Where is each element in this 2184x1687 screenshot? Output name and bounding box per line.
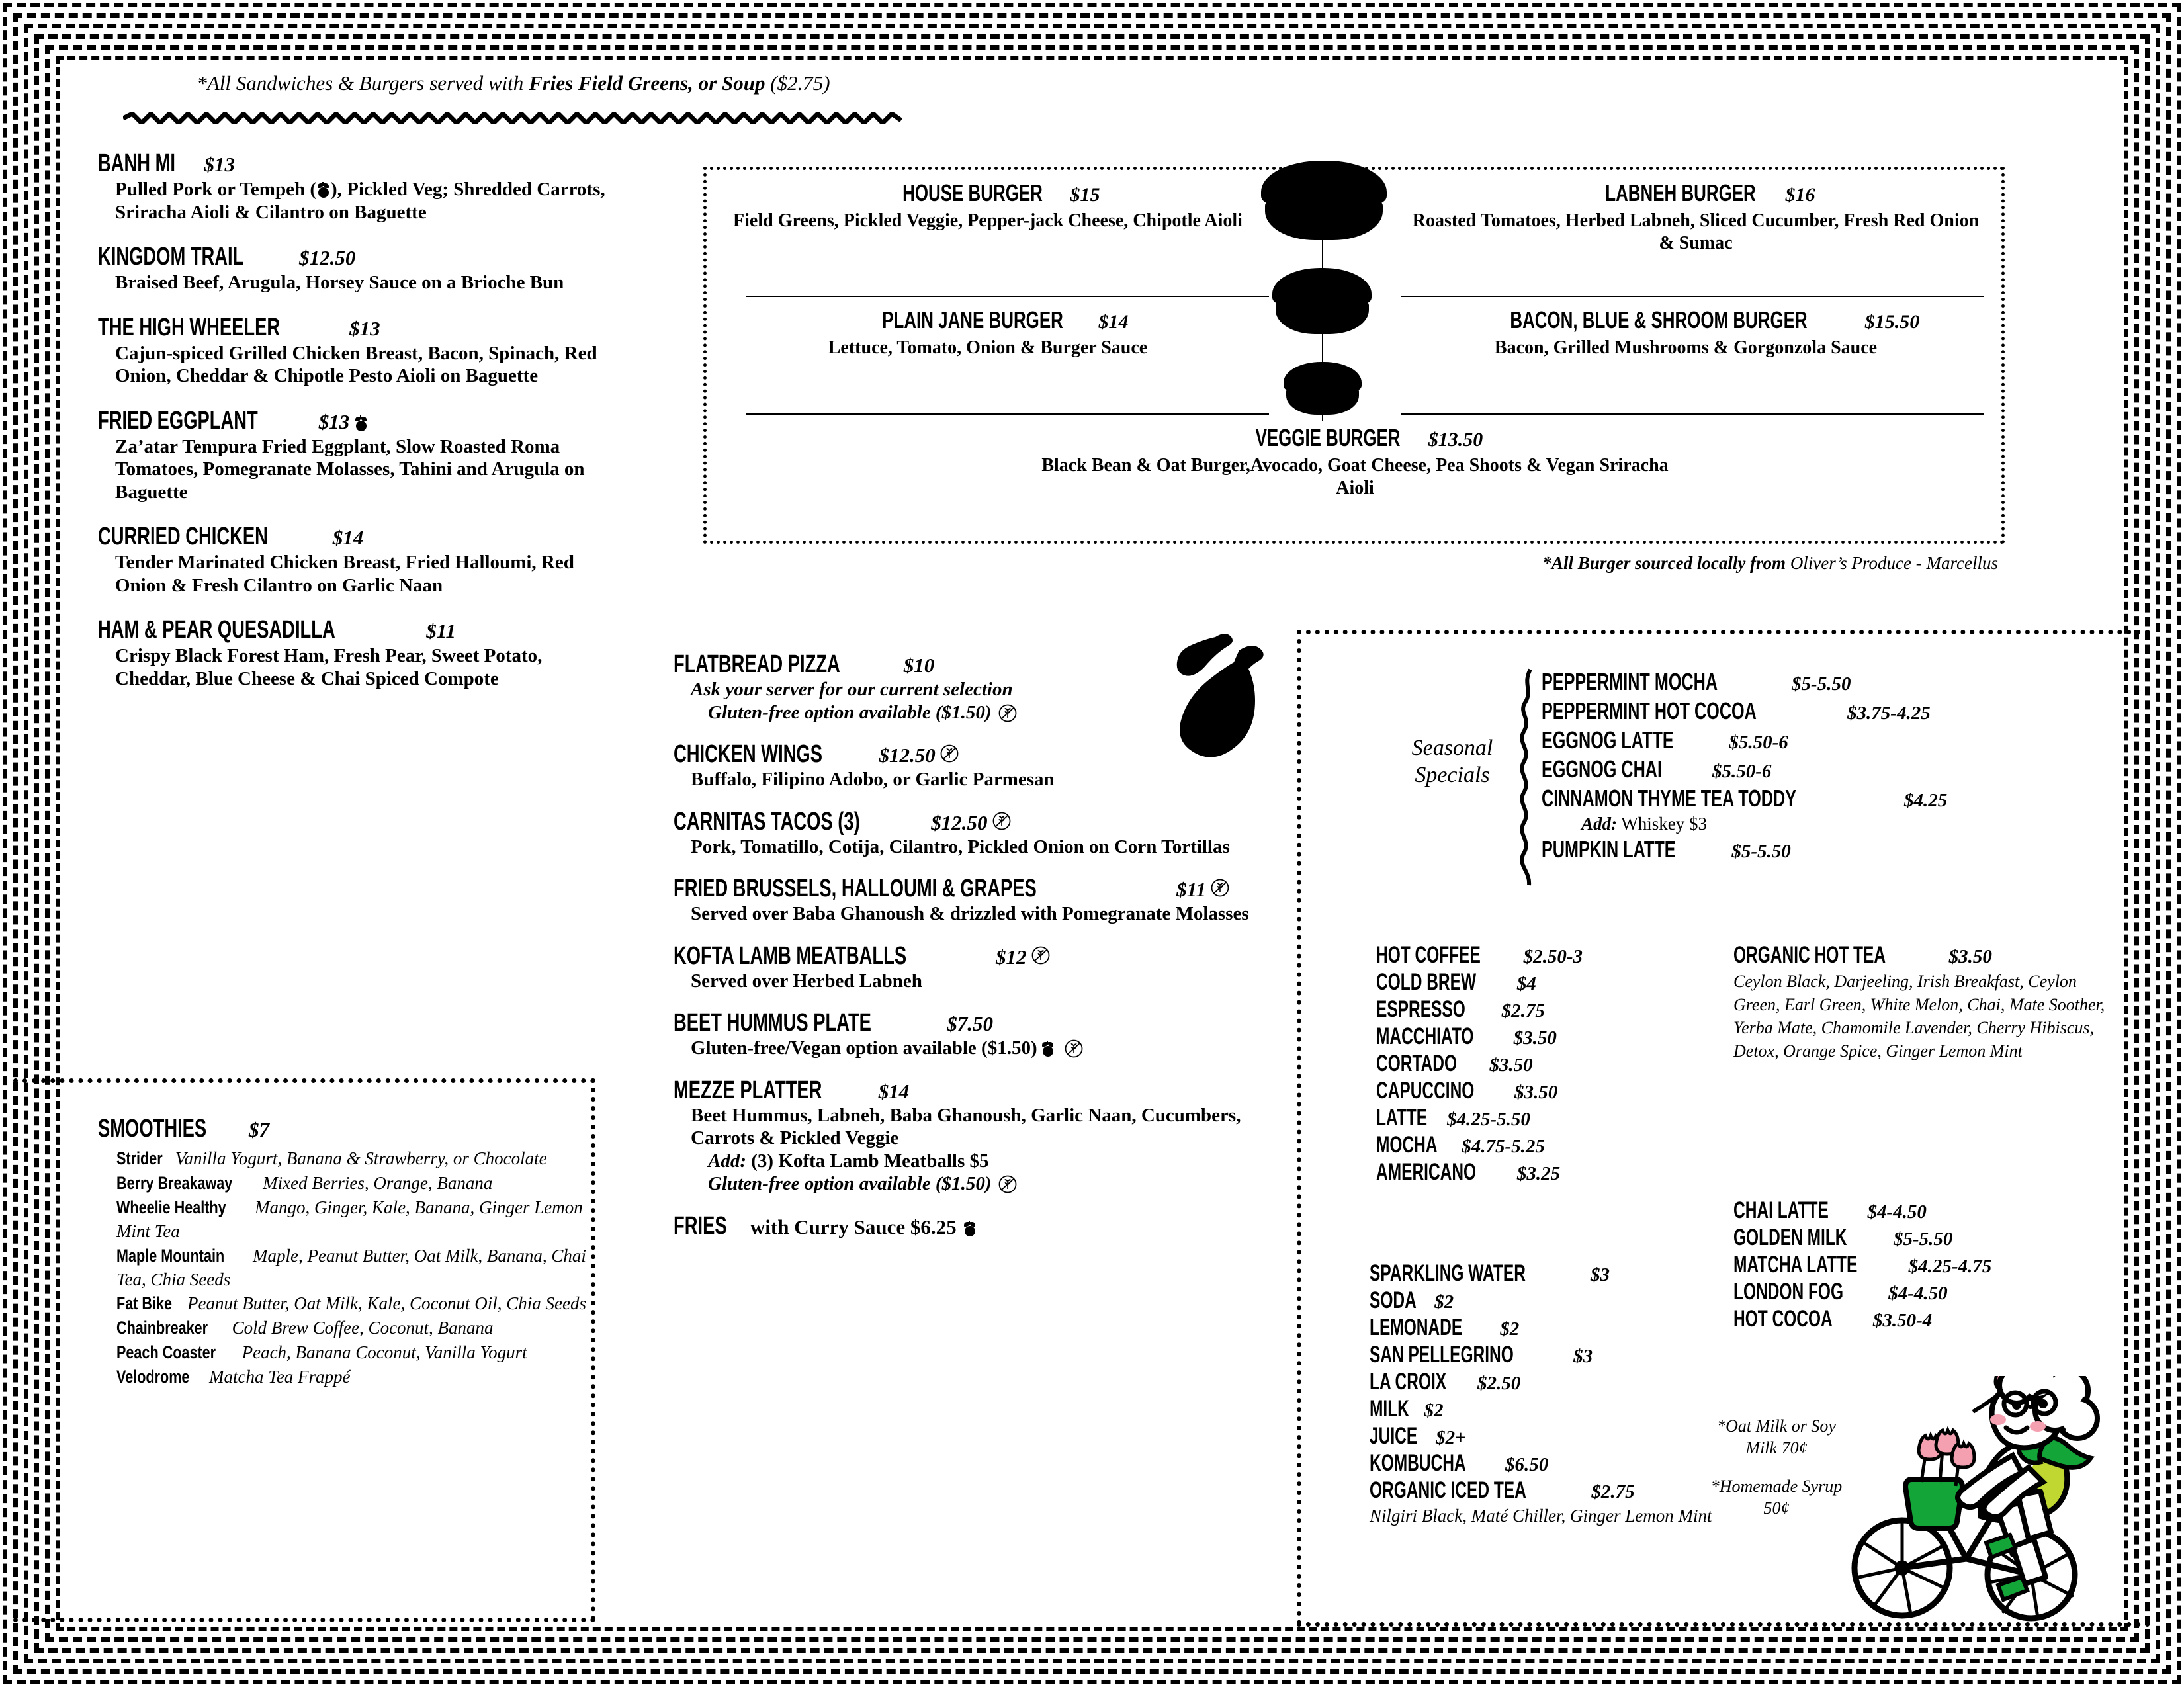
list-item[interactable] [116, 1244, 601, 1292]
list-item[interactable] [1370, 1396, 1740, 1422]
curly-brace-icon [1518, 668, 1537, 887]
smoothies-heading [98, 1115, 601, 1143]
burger-silhouette-medium-icon [1272, 268, 1372, 334]
item-description: Pulled Pork or Tempeh ( ), Pickled Veg; Shredded Carrots, Sriracha Aioli & Cilantro on Baguette [115, 179, 605, 223]
eggplant-illustration-icon [1155, 632, 1307, 797]
item-description: Lettuce, Tomato, Onion & Burger Sauce [828, 337, 1148, 358]
drink-name: MATCHA LATTE [1733, 1252, 1858, 1277]
item-name: BACON, BLUE & SHROOM BURGER [1510, 306, 1808, 333]
drink-name: MACCHIATO [1376, 1023, 1474, 1049]
item-description: Pork, Tomatillo, Cotija, Cilantro, Pickled Onion on Corn Tortillas [691, 836, 1230, 857]
drink-name: COLD BREW [1376, 969, 1477, 995]
drink-name: CHAI LATTE [1733, 1197, 1829, 1223]
item-price: $13 [318, 410, 350, 433]
item-name: PLAIN JANE BURGER [882, 306, 1064, 333]
drink-name: SPARKLING WATER [1370, 1260, 1526, 1286]
list-item[interactable] [116, 1196, 601, 1244]
item-name: FRIED BRUSSELS, HALLOUMI & GRAPES [674, 875, 1037, 902]
organic-hot-tea-block[interactable] [1733, 942, 2111, 1062]
source-note-bold: *All Burger sourced locally from [1542, 553, 1790, 573]
item-description: Braised Beef, Arugula, Horsey Sauce on a Brioche Bun [115, 272, 564, 293]
smoothie-desc: Matcha Tea Frappé [209, 1367, 351, 1387]
smoothie-desc: Peanut Butter, Oat Milk, Kale, Coconut Oil, Chia Seeds [187, 1293, 586, 1314]
drink-name: LATTE [1376, 1105, 1428, 1131]
drink-price: $2+ [1436, 1427, 1466, 1448]
drink-price: $2 [1424, 1400, 1444, 1421]
item-description: Black Bean & Oat Burger,Avocado, Goat Cheese, Pea Shoots & Vegan Sriracha Aioli [1041, 455, 1669, 498]
list-item[interactable] [1733, 1252, 2117, 1278]
drink-price: $5.50-6 [1729, 732, 1788, 753]
item-description: Tender Marinated Chicken Breast, Fried Halloumi, Red Onion & Fresh Cilantro on Garlic Naan [115, 552, 574, 596]
item-name: BANH MI [98, 150, 176, 177]
section-price: $7 [249, 1118, 270, 1141]
section-title: SMOOTHIES [98, 1115, 207, 1143]
drink-name: KOMBUCHA [1370, 1450, 1466, 1476]
drink-price: $2 [1500, 1319, 1520, 1340]
menu-item-beet-hummus-plate[interactable] [674, 1010, 1269, 1060]
header-note-bold: Fries Field Greens, or Soup [529, 71, 765, 95]
syrup-note: *Homemade Syrup 50¢ [1710, 1477, 1843, 1518]
drink-price: $3.50 [1489, 1055, 1533, 1076]
item-description: Za’atar Tempura Fried Eggplant, Slow Roasted Roma Tomatoes, Pomegranate Molasses, Tahini and Arugula on Baguette [115, 435, 585, 503]
cyclist-illustration-icon [1839, 1376, 2117, 1627]
item-description: Buffalo, Filipino Adobo, or Garlic Parmesan [691, 769, 1055, 790]
item-name: MEZZE PLATTER [674, 1076, 822, 1104]
item-name: CARNITAS TACOS (3) [674, 807, 860, 836]
list-item[interactable] [1376, 969, 1720, 996]
divider-right-lower [1401, 413, 1984, 415]
smoothie-name: Strider [116, 1148, 163, 1168]
drink-price: $3.25 [1516, 1163, 1561, 1184]
seasonal-specials-label [1393, 734, 1512, 789]
list-item[interactable] [1370, 1450, 1740, 1477]
item-price: $14 [878, 1079, 910, 1103]
drink-price: $3 [1573, 1346, 1593, 1367]
drink-name: ORGANIC ICED TEA [1370, 1477, 1526, 1503]
list-item[interactable] [1376, 942, 1720, 969]
item-description: Roasted Tomatoes, Herbed Labneh, Sliced Cucumber, Fresh Red Onion & Sumac [1412, 210, 1980, 253]
smoothie-name: Wheelie Healthy [116, 1197, 226, 1217]
item-description: Bacon, Grilled Mushrooms & Gorgonzola Sauce [1494, 337, 1878, 358]
item-description: Cajun-spiced Grilled Chicken Breast, Bacon, Spinach, Red Onion, Cheddar & Chipotle Pesto Aioli on Baguette [115, 342, 597, 386]
smoothie-desc: Mixed Berries, Orange, Banana [263, 1172, 493, 1193]
gluten-free-icon [1064, 1039, 1084, 1059]
list-item[interactable] [116, 1147, 601, 1171]
burger-silhouette-large-icon [1261, 161, 1387, 240]
header-note-pre: *All Sandwiches & Burgers served with [197, 71, 529, 95]
oat-milk-note: *Oat Milk or Soy Milk 70¢ [1717, 1416, 1836, 1457]
drink-price: $4.25-4.75 [1908, 1256, 1992, 1277]
list-item[interactable] [1376, 996, 1720, 1023]
drink-name: SODA [1370, 1287, 1417, 1313]
iced-tea-flavors: Nilgiri Black, Maté Chiller, Ginger Lemon Mint [1370, 1506, 1712, 1526]
drink-name: HOT COFFEE [1376, 942, 1481, 968]
drink-name: CAPUCCINO [1376, 1078, 1475, 1103]
smoothie-name: Peach Coaster [116, 1342, 216, 1363]
menu-item-plain-jane-burger[interactable] [720, 306, 1256, 359]
drink-price: $2.50-3 [1523, 946, 1583, 967]
item-description: Ask your server for our current selection [691, 679, 1013, 700]
drink-name: CINNAMON THYME TEA TODDY [1542, 785, 1797, 812]
list-item[interactable] [1370, 1423, 1740, 1449]
item-price: $12 [996, 945, 1027, 969]
drink-price: $4-4.50 [1888, 1283, 1948, 1304]
smoothie-name: Fat Bike [116, 1293, 173, 1314]
list-item[interactable] [1370, 1477, 1740, 1504]
item-name: LABNEH BURGER [1605, 179, 1757, 206]
separator-dots-right-left-edge [1297, 630, 1301, 1625]
drink-price: $4.25 [1904, 790, 1948, 811]
drink-name: ESPRESSO [1376, 996, 1465, 1022]
source-note-plain: Oliver’s Produce - Marcellus [1790, 553, 1998, 573]
drink-price: $3 [1591, 1264, 1610, 1285]
menu-item-kingdom-trail[interactable] [98, 244, 621, 294]
separator-dots-right-top [1297, 630, 2150, 634]
drink-name: EGGNOG LATTE [1542, 726, 1674, 754]
vegan-tomato-icon [963, 1221, 977, 1236]
item-price: $10 [903, 654, 935, 677]
item-price: $15.50 [1864, 311, 1920, 333]
squiggle-divider-icon [123, 112, 904, 124]
menu-item-carnitas-tacos[interactable] [674, 809, 1269, 859]
drink-name: JUICE [1370, 1423, 1418, 1449]
drink-price: $4.75-5.25 [1462, 1136, 1545, 1157]
menu-item-fried-eggplant[interactable] [98, 408, 621, 504]
list-item[interactable] [1376, 1051, 1720, 1077]
menu-item-veggie-burger[interactable] [1024, 424, 1686, 499]
seasonal-label-line1: Seasonal [1411, 736, 1493, 760]
item-price: $12.50 [879, 744, 936, 767]
item-add-on: Add: (3) Kofta Lamb Meatballs $5 [708, 1150, 989, 1172]
seasonal-label-line2: Specials [1415, 763, 1490, 788]
burger-source-note [1138, 553, 1998, 574]
header-note [123, 71, 904, 95]
drink-name: PEPPERMINT MOCHA [1542, 668, 1718, 695]
item-price: $7.50 [947, 1012, 993, 1035]
drink-name: PUMPKIN LATTE [1542, 836, 1676, 863]
list-item[interactable] [1733, 1279, 2117, 1305]
drink-name: LEMONADE [1370, 1315, 1463, 1340]
list-item[interactable] [1370, 1287, 1740, 1314]
list-item[interactable] [116, 1341, 601, 1365]
list-item[interactable] [1542, 785, 2031, 812]
list-item[interactable] [1376, 1105, 1720, 1131]
item-price: $12.50 [299, 246, 356, 269]
gluten-free-icon [1210, 878, 1230, 898]
smoothie-name: Maple Mountain [116, 1245, 225, 1266]
list-item[interactable] [1376, 1023, 1720, 1050]
drink-name: LONDON FOG [1733, 1279, 1844, 1305]
drink-name: AMERICANO [1376, 1159, 1477, 1185]
drink-price: $3.50 [1514, 1082, 1558, 1103]
drink-name: GOLDEN MILK [1733, 1225, 1847, 1250]
cold-drinks-list [1370, 1260, 1740, 1526]
item-price: $11 [1176, 878, 1206, 901]
milk-and-syrup-notes [1700, 1416, 1853, 1519]
hot-drinks-list [1376, 942, 1720, 1186]
item-gf-note: Gluten-free option available ($1.50) [708, 701, 1269, 724]
drink-price: $2.75 [1501, 1000, 1545, 1021]
smoothie-name: Berry Breakaway [116, 1172, 233, 1193]
item-price: $15 [1070, 184, 1100, 206]
smoothie-desc: Vanilla Yogurt, Banana & Strawberry, or Chocolate [175, 1148, 547, 1168]
smoothie-desc: Cold Brew Coffee, Coconut, Banana [232, 1318, 494, 1338]
menu-item-house-burger[interactable] [720, 179, 1256, 232]
vegan-tomato-icon [355, 415, 368, 431]
seasonal-add-on: Add: Whiskey $3 [1581, 814, 1707, 834]
item-name: CURRIED CHICKEN [98, 523, 268, 550]
smoothie-name: Chainbreaker [116, 1318, 208, 1338]
list-item[interactable] [1733, 1197, 2117, 1224]
item-description: Field Greens, Pickled Veggie, Pepper-jack Cheese, Chipotle Aioli [733, 210, 1243, 231]
item-name: VEGGIE BURGER [1255, 424, 1401, 451]
smoothie-name: Velodrome [116, 1367, 190, 1387]
smoothie-desc: Maple, Peanut Butter, Oat Milk, Banana, Chai Tea, Chia Seeds [116, 1245, 586, 1289]
menu-item-the-high-wheeler[interactable] [98, 315, 621, 388]
burger-silhouette-small-icon [1284, 362, 1362, 415]
drink-name: MOCHA [1376, 1132, 1438, 1158]
drink-price: $5.50-6 [1712, 761, 1772, 782]
item-price: $13 [204, 153, 236, 176]
item-price: $11 [426, 619, 457, 642]
menu-item-curried-chicken[interactable] [98, 524, 621, 597]
drink-price: $5-5.50 [1893, 1229, 1953, 1250]
item-description: Served over Baba Ghanoush & drizzled with Pomegranate Molasses [691, 903, 1249, 924]
item-price: $13.50 [1428, 429, 1483, 451]
item-name: FRIED EGGPLANT [98, 406, 258, 435]
item-name: HAM & PEAR QUESADILLA [98, 616, 335, 644]
divider-right-upper [1401, 296, 1984, 297]
gluten-free-icon [939, 744, 959, 763]
seasonal-specials-list [1542, 668, 2031, 865]
list-item[interactable] [1370, 1260, 1740, 1287]
gluten-free-icon [1031, 945, 1051, 965]
list-item[interactable] [1542, 726, 2031, 754]
menu-item-labneh-burger[interactable] [1405, 179, 1987, 254]
item-name: CHICKEN WINGS [674, 740, 822, 768]
list-item[interactable] [1733, 1306, 2117, 1332]
gluten-free-icon [998, 1174, 1018, 1194]
drink-price: $4 [1516, 973, 1536, 994]
menu-item-mezze-platter[interactable] [674, 1078, 1269, 1195]
specialty-lattes-list [1733, 1197, 2117, 1333]
drink-price: $3.50 [1513, 1027, 1557, 1049]
item-name: FRIES [674, 1211, 727, 1240]
menu-item-banh-mi[interactable] [98, 151, 621, 224]
list-item[interactable] [1370, 1342, 1740, 1368]
smoothies-section [98, 1115, 601, 1390]
drink-price: $5-5.50 [1731, 841, 1791, 862]
list-item[interactable] [1542, 756, 2031, 783]
drink-price: $3.50 [1948, 946, 1992, 967]
gluten-free-icon [998, 703, 1018, 723]
item-name: THE HIGH WHEELER [98, 313, 281, 341]
list-item[interactable] [116, 1292, 601, 1316]
menu-item-fried-brussels[interactable] [674, 876, 1269, 926]
item-description: Beet Hummus, Labneh, Baba Ghanoush, Garlic Naan, Cucumbers, Carrots & Pickled Veggie [691, 1104, 1241, 1148]
separator-dots-bottom-left [13, 1618, 595, 1622]
burgers-box [703, 167, 2005, 544]
drink-price: $2.75 [1591, 1481, 1635, 1502]
list-item[interactable] [1376, 1078, 1720, 1104]
vegan-tomato-icon [1041, 1041, 1055, 1057]
drink-name: MILK [1370, 1396, 1409, 1422]
list-item[interactable] [116, 1172, 601, 1195]
drink-name: HOT COCOA [1733, 1306, 1833, 1332]
list-item[interactable] [1733, 1225, 2117, 1251]
vegan-tomato-icon [317, 182, 330, 198]
item-price: $12.50 [931, 810, 988, 834]
divider-left-upper [746, 296, 1269, 297]
drink-price: $3.50-4 [1872, 1310, 1933, 1331]
item-name: KINGDOM TRAIL [98, 243, 244, 271]
drink-price: $3.75-4.25 [1847, 703, 1931, 724]
header-note-post: ($2.75) [765, 71, 830, 95]
drink-name: PEPPERMINT HOT COCOA [1542, 697, 1757, 724]
list-item[interactable] [116, 1365, 601, 1389]
smoothie-desc: Mango, Ginger, Kale, Banana, Ginger Lemon Mint Tea [116, 1197, 583, 1241]
drink-price: $4.25-5.50 [1447, 1109, 1530, 1130]
smoothie-desc: Peach, Banana Coconut, Vanilla Yogurt [241, 1342, 527, 1363]
drink-name: SAN PELLEGRINO [1370, 1342, 1514, 1367]
drink-name: ORGANIC HOT TEA [1733, 942, 1886, 968]
item-name: FLATBREAD PIZZA [674, 650, 840, 678]
list-item[interactable] [1376, 1159, 1720, 1186]
list-item[interactable] [1370, 1369, 1740, 1395]
item-price: $14 [1098, 311, 1129, 333]
menu-item-bacon-blue-shroom-burger[interactable] [1378, 306, 1993, 359]
item-description: with Curry Sauce $6.25 [750, 1215, 957, 1238]
list-item[interactable] [1542, 668, 2031, 696]
item-price: $13 [349, 316, 380, 340]
list-item[interactable] [1376, 1132, 1720, 1158]
gluten-free-icon [992, 811, 1012, 831]
menu-item-fries[interactable] [674, 1213, 1269, 1238]
list-item[interactable] [1542, 836, 2031, 863]
drink-price: $6.50 [1505, 1454, 1549, 1475]
item-name: BEET HUMMUS PLATE [674, 1009, 871, 1037]
item-description: Served over Herbed Labneh [691, 970, 922, 992]
item-gf-note: Gluten-free option available ($1.50) [708, 1172, 1269, 1195]
divider-left-lower [746, 413, 1269, 415]
drink-price: $2 [1434, 1291, 1454, 1313]
list-item[interactable] [1370, 1315, 1740, 1341]
drink-name: LA CROIX [1370, 1369, 1447, 1395]
item-name: KOFTA LAMB MEATBALLS [674, 941, 907, 970]
drink-price: $4-4.50 [1867, 1201, 1927, 1223]
drink-name: EGGNOG CHAI [1542, 756, 1663, 783]
separator-dots-left-horizontal [13, 1078, 595, 1083]
list-item[interactable] [1542, 697, 2031, 725]
drink-price: $5-5.50 [1792, 673, 1851, 695]
item-price: $16 [1785, 184, 1815, 206]
drink-name: CORTADO [1376, 1051, 1458, 1076]
item-description: Crispy Black Forest Ham, Fresh Pear, Sweet Potato, Cheddar, Blue Cheese & Chai Spiced Compote [115, 645, 543, 689]
menu-item-ham-pear-quesadilla[interactable] [98, 617, 621, 690]
item-price: $14 [332, 526, 364, 549]
list-item[interactable] [116, 1317, 601, 1340]
drink-price: $2.50 [1477, 1373, 1521, 1394]
item-gf-vegan-note: Gluten-free/Vegan option available ($1.50) [691, 1037, 1269, 1060]
menu-item-kofta-lamb-meatballs[interactable] [674, 943, 1269, 993]
sandwiches-section [98, 151, 621, 711]
tea-flavors: Ceylon Black, Darjeeling, Irish Breakfast, Ceylon Green, Earl Green, White Melon, Chai, Mate Soother, Yerba Mate, Chamomile Lavender, Cherry Hibiscus, Detox, Orange Spice, Ginger Lemon Mint [1733, 972, 2105, 1061]
item-name: HOUSE BURGER [902, 179, 1043, 206]
